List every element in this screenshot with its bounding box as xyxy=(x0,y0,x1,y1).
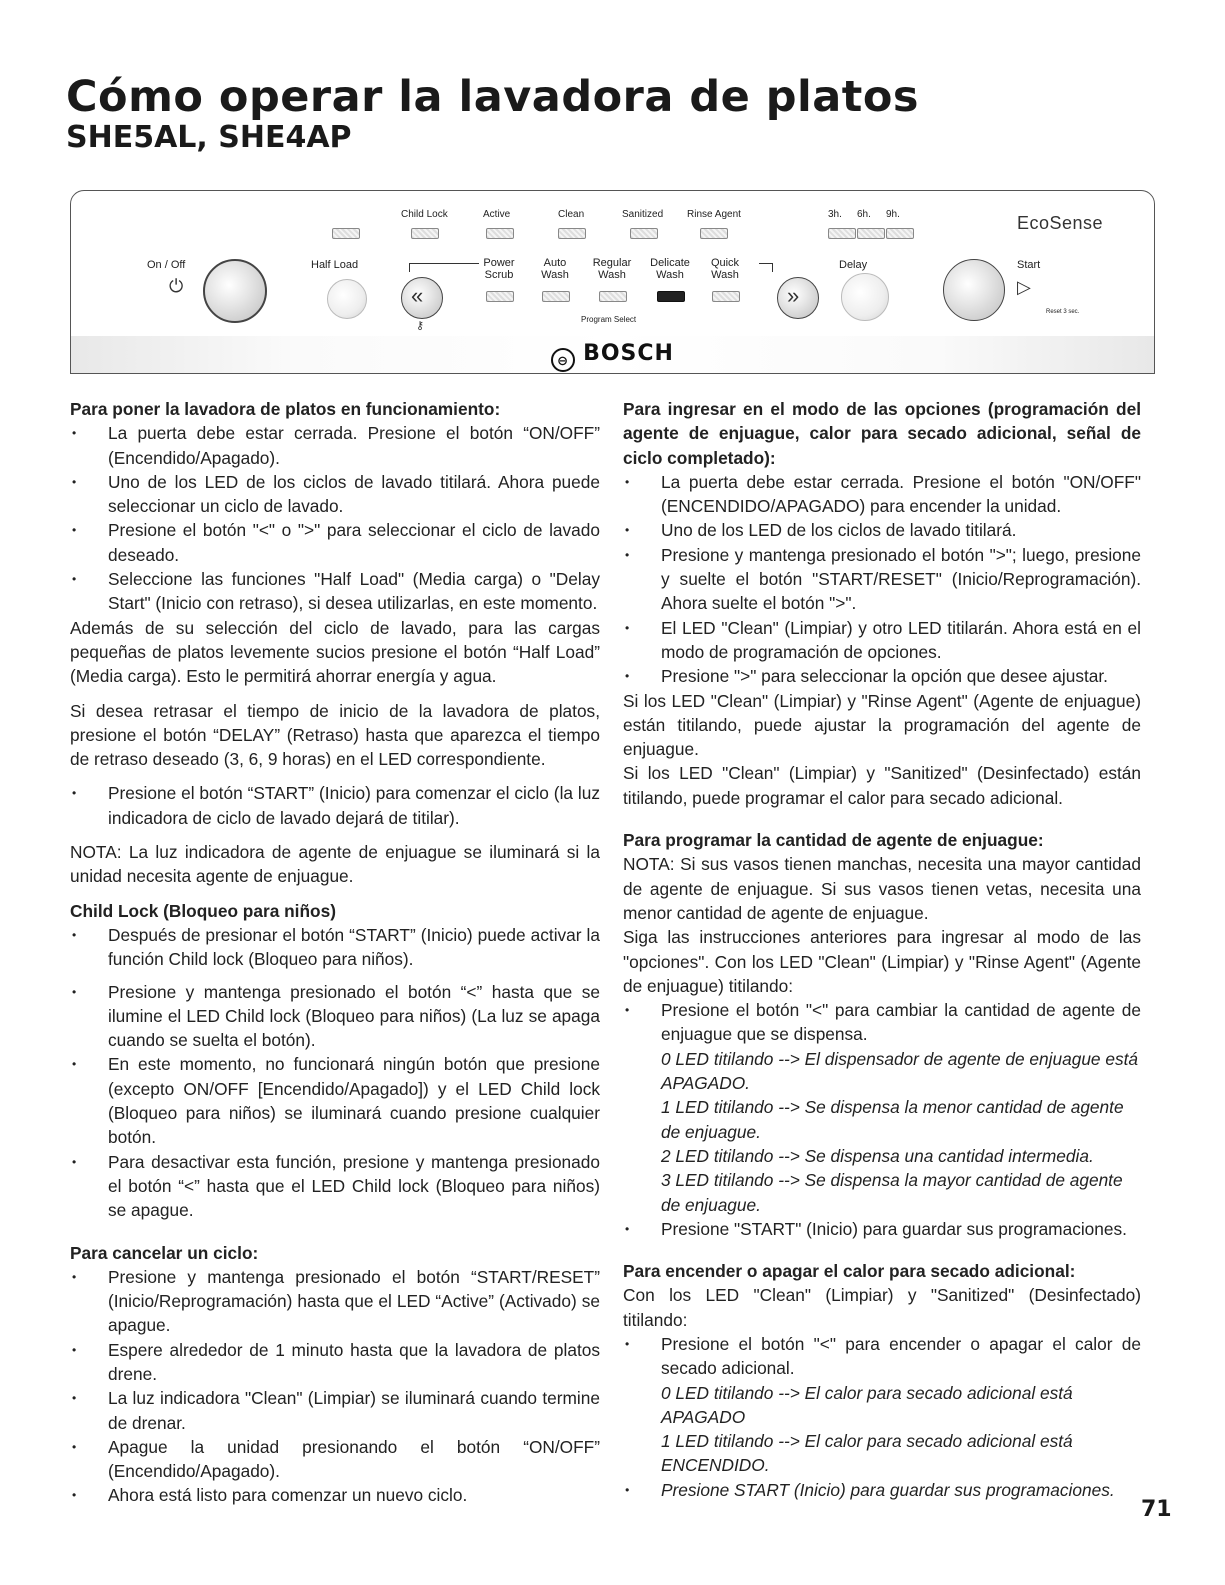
list-item: • Presione "START" (Inicio) para guardar sus programaciones. xyxy=(623,1217,1141,1241)
paragraph: Con los LED "Clean" (Limpiar) y "Sanitized" (Desinfectado) titilando: xyxy=(623,1285,1141,1330)
rinse-list xyxy=(623,998,1141,1047)
ecosense-label: EcoSense xyxy=(1017,213,1104,233)
paragraph: Si los LED "Clean" (Limpiar) y "Rinse Agent" (Agente de enjuague) están titilando, puede ajustar la programación del agente de enjuague. xyxy=(623,690,1141,760)
key-icon: ⚷ xyxy=(416,320,425,332)
paragraph: Si los LED "Clean" (Limpiar) y "Sanitized" (Desinfectado) están titilando, puede programar el calor para secado adicional. xyxy=(623,763,1141,808)
paragraph: Además de su selección del ciclo de lavado, para las cargas pequeñas de platos levemente sucios presione el botón “Half Load” (Media carga). Esto le permitirá ahorrar energía y agua. xyxy=(70,617,600,687)
clean-label: Clean xyxy=(558,209,585,220)
start-button[interactable] xyxy=(943,259,1005,321)
cycle-power-scrub[interactable]: Power Scrub xyxy=(479,257,519,281)
cycle-auto-wash[interactable]: Auto Wash xyxy=(535,257,575,281)
options-list xyxy=(623,470,1141,689)
list-item: • Apague la unidad presionando el botón “ON/OFF” (Encendido/Apagado). xyxy=(70,1435,600,1484)
half-load-led xyxy=(332,228,360,239)
cycle-list xyxy=(479,257,759,317)
cycle-quick-wash[interactable]: Quick Wash xyxy=(705,257,745,281)
on-off-label: On / Off xyxy=(147,259,186,271)
list-item: • Presione START (Inicio) para guardar sus programaciones. xyxy=(623,1478,1141,1502)
list-item: • Uno de los LED de los ciclos de lavado titilará. Ahora puede seleccionar un ciclo de lavado. xyxy=(70,470,600,519)
list-item: • Después de presionar el botón “START” (Inicio) puede activar la función Child lock (Bloqueo para niños). xyxy=(70,923,600,972)
section-heading-options: Para ingresar en el modo de las opciones (programación del agente de enjuague, calor para secado adicional, señal de ciclo completado): xyxy=(623,399,1141,468)
model-subtitle: SHE5AL, SHE4AP xyxy=(66,120,352,155)
play-icon: ▷ xyxy=(1017,277,1031,297)
delay-3h-led xyxy=(828,228,856,239)
child-lock-list xyxy=(70,923,600,1223)
list-item: • Ahora está listo para comenzar un nuevo ciclo. xyxy=(70,1483,600,1507)
clean-led xyxy=(558,228,586,239)
page-title: Cómo operar la lavadora de platos xyxy=(66,72,919,122)
power-icon: ⏻ xyxy=(169,276,184,296)
list-item: • El LED "Clean" (Limpiar) y otro LED titilarán. Ahora está en el modo de programación de opciones. xyxy=(623,616,1141,665)
italic-note: 1 LED titilando --> Se dispensa la menor cantidad de agente de enjuague. xyxy=(661,1097,1124,1142)
list-item: • Presione y mantenga presionado el botón “START/RESET” (Inicio/Reprogramación) hasta que el LED “Active” (Activado) se apague. xyxy=(70,1265,600,1338)
section-heading-heat: Para encender o apagar el calor para secado adicional: xyxy=(623,1261,1076,1282)
program-select-label: Program Select xyxy=(581,315,637,324)
italic-note: 0 LED titilando --> El calor para secado adicional está APAGADO xyxy=(661,1382,1073,1427)
delay-9h-led xyxy=(886,228,914,239)
list-item: • Seleccione las funciones "Half Load" (Media carga) o "Delay Start" (Inicio con retraso), si desea utilizarlas, en este momento. xyxy=(70,567,600,616)
cancel-list xyxy=(70,1265,600,1508)
child-lock-label: Child Lock xyxy=(401,209,448,220)
italic-note: 0 LED titilando --> El dispensador de agente de enjuague está APAGADO. xyxy=(661,1048,1139,1094)
hour-3-label: 3h. xyxy=(828,209,842,220)
list-item: • En este momento, no funcionará ningún botón que presione (excepto ON/OFF [Encendido/Apagado]) y el LED Child lock (Bloqueo para niños) se iluminará cuando presione cualquier botón. xyxy=(70,1052,600,1149)
rinse-agent-label: Rinse Agent xyxy=(687,209,741,220)
start-steps-list xyxy=(70,421,600,615)
left-column xyxy=(70,397,600,1508)
start-list xyxy=(70,781,600,830)
paragraph: Si desea retrasar el tiempo de inicio de la lavadora de platos, presione el botón “DELAY” (Retraso) hasta que aparezca el tiempo de retraso deseado (3, 6, 9 horas) en el LED correspondiente. xyxy=(70,700,600,770)
right-column xyxy=(623,397,1141,1502)
heat-save-list xyxy=(623,1478,1141,1502)
list-item: • La puerta debe estar cerrada. Presione el botón "ON/OFF" (ENCENDIDO/APAGADO) para encender la unidad. xyxy=(623,470,1141,519)
delay-button[interactable] xyxy=(841,273,889,321)
sanitized-led xyxy=(630,228,658,239)
list-item: • Presione y mantenga presionado el botón ">"; luego, presione y suelte el botón "START/RESET" (Inicio/Reprogramación). Ahora suelte el botón ">". xyxy=(623,543,1141,616)
list-item: • Uno de los LED de los ciclos de lavado titilará. xyxy=(623,518,1141,542)
half-load-label: Half Load xyxy=(311,259,359,271)
section-heading-child-lock: Child Lock (Bloqueo para niños) xyxy=(70,900,336,921)
note-paragraph: NOTA: La luz indicadora de agente de enjuague se iluminará si la unidad necesita agente de enjuague. xyxy=(70,842,600,887)
list-item: • La luz indicadora "Clean" (Limpiar) se iluminará cuando termine de drenar. xyxy=(70,1386,600,1435)
heat-list xyxy=(623,1332,1141,1381)
cycle-regular-wash[interactable]: Regular Wash xyxy=(589,257,635,281)
active-led xyxy=(486,228,514,239)
section-heading-cancel: Para cancelar un ciclo: xyxy=(70,1242,259,1263)
section-heading-rinse: Para programar la cantidad de agente de enjuague: xyxy=(623,830,1044,851)
control-panel-illustration xyxy=(70,190,1155,374)
list-item: • Presione el botón "<" para cambiar la cantidad de agente de enjuague que se dispensa. xyxy=(623,998,1141,1047)
sanitized-label: Sanitized xyxy=(622,209,664,220)
list-item: • Para desactivar esta función, presione y mantenga presionado el botón “<” hasta que el LED Child lock (Bloqueo para niños) se apague. xyxy=(70,1150,600,1223)
list-item: • Presione el botón "<" para encender o apagar el calor de secado adicional. xyxy=(623,1332,1141,1381)
rinse-agent-led xyxy=(700,228,728,239)
half-load-button[interactable] xyxy=(327,279,367,319)
section-heading-start: Para poner la lavadora de platos en funcionamiento: xyxy=(70,399,501,419)
chevron-right-icon: » xyxy=(787,283,800,308)
list-item: • La puerta debe estar cerrada. Presione el botón “ON/OFF” (Encendido/Apagado). xyxy=(70,421,600,470)
rinse-save-list xyxy=(623,1217,1141,1241)
start-label: Start xyxy=(1017,259,1041,271)
bosch-logo-icon: ⊖ xyxy=(551,348,575,372)
list-item: • Presione y mantenga presionado el botón “<” hasta que se ilumine el LED Child lock (Bloqueo para niños) (La luz se apaga cuando se suelta el botón). xyxy=(70,980,600,1053)
active-label: Active xyxy=(483,209,511,220)
delay-6h-led xyxy=(857,228,885,239)
list-item: • Presione el botón “START” (Inicio) para comenzar el ciclo (la luz indicadora de ciclo de lavado dejará de titilar). xyxy=(70,781,600,830)
chevron-left-icon: « xyxy=(411,283,424,308)
page-number: 71 xyxy=(1141,1497,1172,1522)
note-paragraph: NOTA: Si sus vasos tienen manchas, necesita una mayor cantidad de agente de enjuague. Si sus vasos tienen vetas, necesita una menor cantidad de agente de enjuague. xyxy=(623,854,1141,923)
cycle-delicate-wash[interactable]: Delicate Wash xyxy=(645,257,695,281)
brand-logo: ⊖ BOSCH xyxy=(71,341,1154,372)
italic-note: 2 LED titilando --> Se dispensa una cantidad intermedia. xyxy=(661,1145,1094,1166)
reset-label: Reset 3 sec. xyxy=(1046,309,1080,315)
italic-note: 1 LED titilando --> El calor para secado adicional está ENCENDIDO. xyxy=(661,1431,1073,1476)
list-item: • Presione el botón "<" o ">" para seleccionar el ciclo de lavado deseado. xyxy=(70,518,600,567)
delay-label: Delay xyxy=(839,259,868,271)
paragraph: Siga las instrucciones anteriores para ingresar al modo de las "opciones". Con los LED "Clean" (Limpiar) y "Rinse Agent" (Agente de enjuague) titilando: xyxy=(623,927,1141,996)
on-off-button[interactable] xyxy=(203,259,267,323)
list-item: • Espere alrededor de 1 minuto hasta que la lavadora de platos drene. xyxy=(70,1338,600,1387)
hour-9-label: 9h. xyxy=(886,209,900,220)
hour-6-label: 6h. xyxy=(857,209,871,220)
list-item: • Presione ">" para seleccionar la opción que desee ajustar. xyxy=(623,664,1141,688)
child-lock-led xyxy=(411,228,439,239)
italic-note: 3 LED titilando --> Se dispensa la mayor cantidad de agente de enjuague. xyxy=(661,1170,1123,1215)
